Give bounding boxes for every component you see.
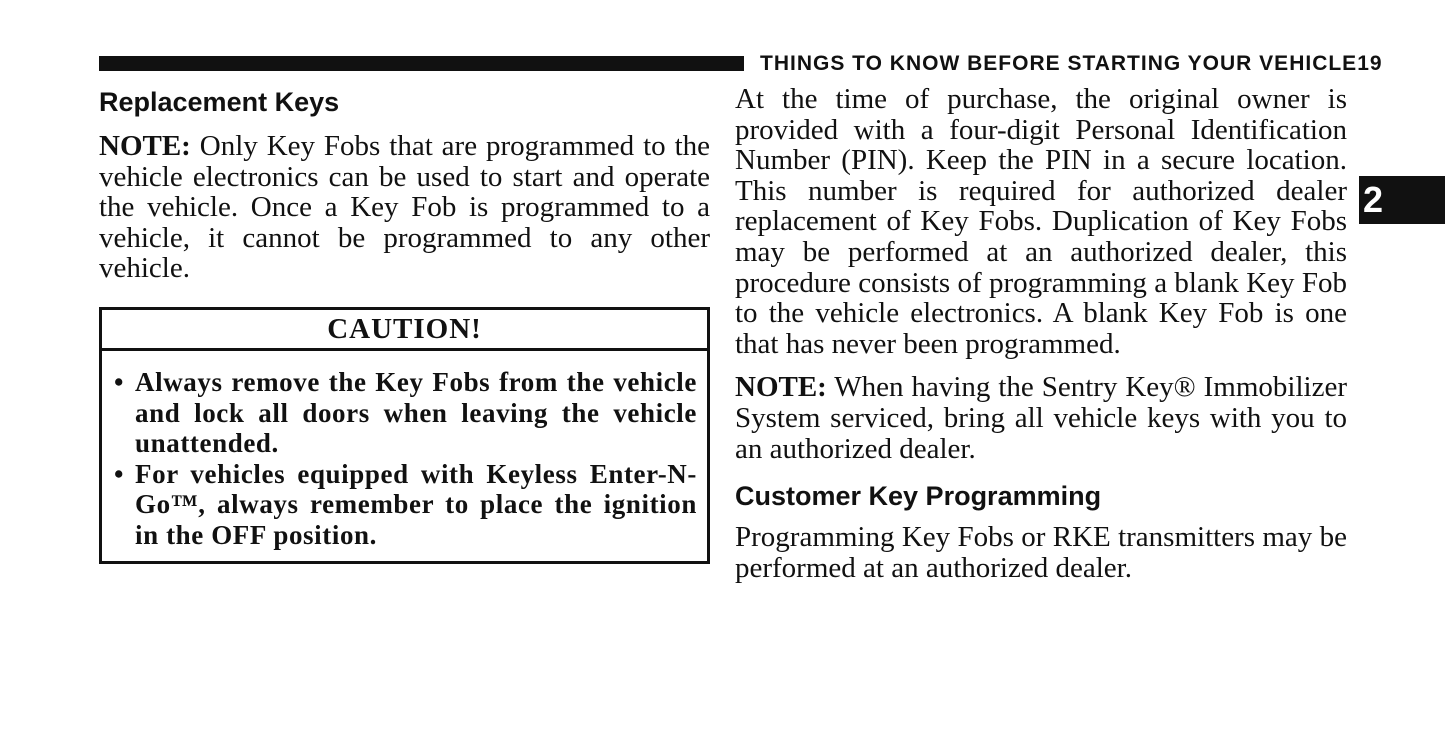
caution-item: • For vehicles equipped with Keyless Enter-N-Go™, always remember to place the ignition in the OFF position. — [135, 459, 697, 551]
immobilizer-note — [735, 372, 1347, 464]
programming-paragraph: Programming Key Fobs or RKE transmitters may be performed at an authorized dealer. — [735, 521, 1347, 584]
replacement-keys-heading: Replacement Keys — [99, 87, 340, 117]
note-label: NOTE: — [99, 130, 191, 162]
pin-paragraph: At the time of purchase, the original owner is provided with a four-digit Personal Identification Number (PIN). Keep the PIN in a secure location. This number is required for authorized dealer replacement of Key Fobs. Duplication of Key Fobs may be performed at an authorized dealer, this procedure consists of programming a blank Key Fob to the vehicle electronics. A blank Key Fob is one that has never been programmed. — [735, 83, 1347, 360]
caution-box — [99, 307, 710, 564]
running-header-title: THINGS TO KNOW BEFORE STARTING YOUR VEHICLE — [760, 52, 1358, 75]
note-text: Only Key Fobs that are programmed to the vehicle electronics can be used to start and operate the vehicle. Once a Key Fob is programmed to a vehicle, it cannot be programmed to any other vehicle. — [99, 130, 710, 285]
caution-title: CAUTION! — [102, 310, 707, 351]
caution-list — [102, 351, 707, 561]
note-text: When having the Sentry Key® Immobilizer System serviced, bring all vehicle keys with you to an authorized dealer. — [735, 371, 1347, 465]
running-header — [760, 52, 1383, 76]
left-column — [99, 84, 710, 564]
header-rule — [99, 56, 744, 71]
right-column — [735, 84, 1347, 583]
note-label: NOTE: — [735, 371, 827, 404]
replacement-keys-note — [99, 131, 710, 284]
chapter-tab: 2 — [1359, 176, 1445, 224]
page-number: 19 — [1357, 52, 1383, 75]
customer-key-programming-heading: Customer Key Programming — [735, 481, 1102, 512]
caution-item: • Always remove the Key Fobs from the vehicle and lock all doors when leaving the vehicle unattended. — [135, 367, 697, 459]
